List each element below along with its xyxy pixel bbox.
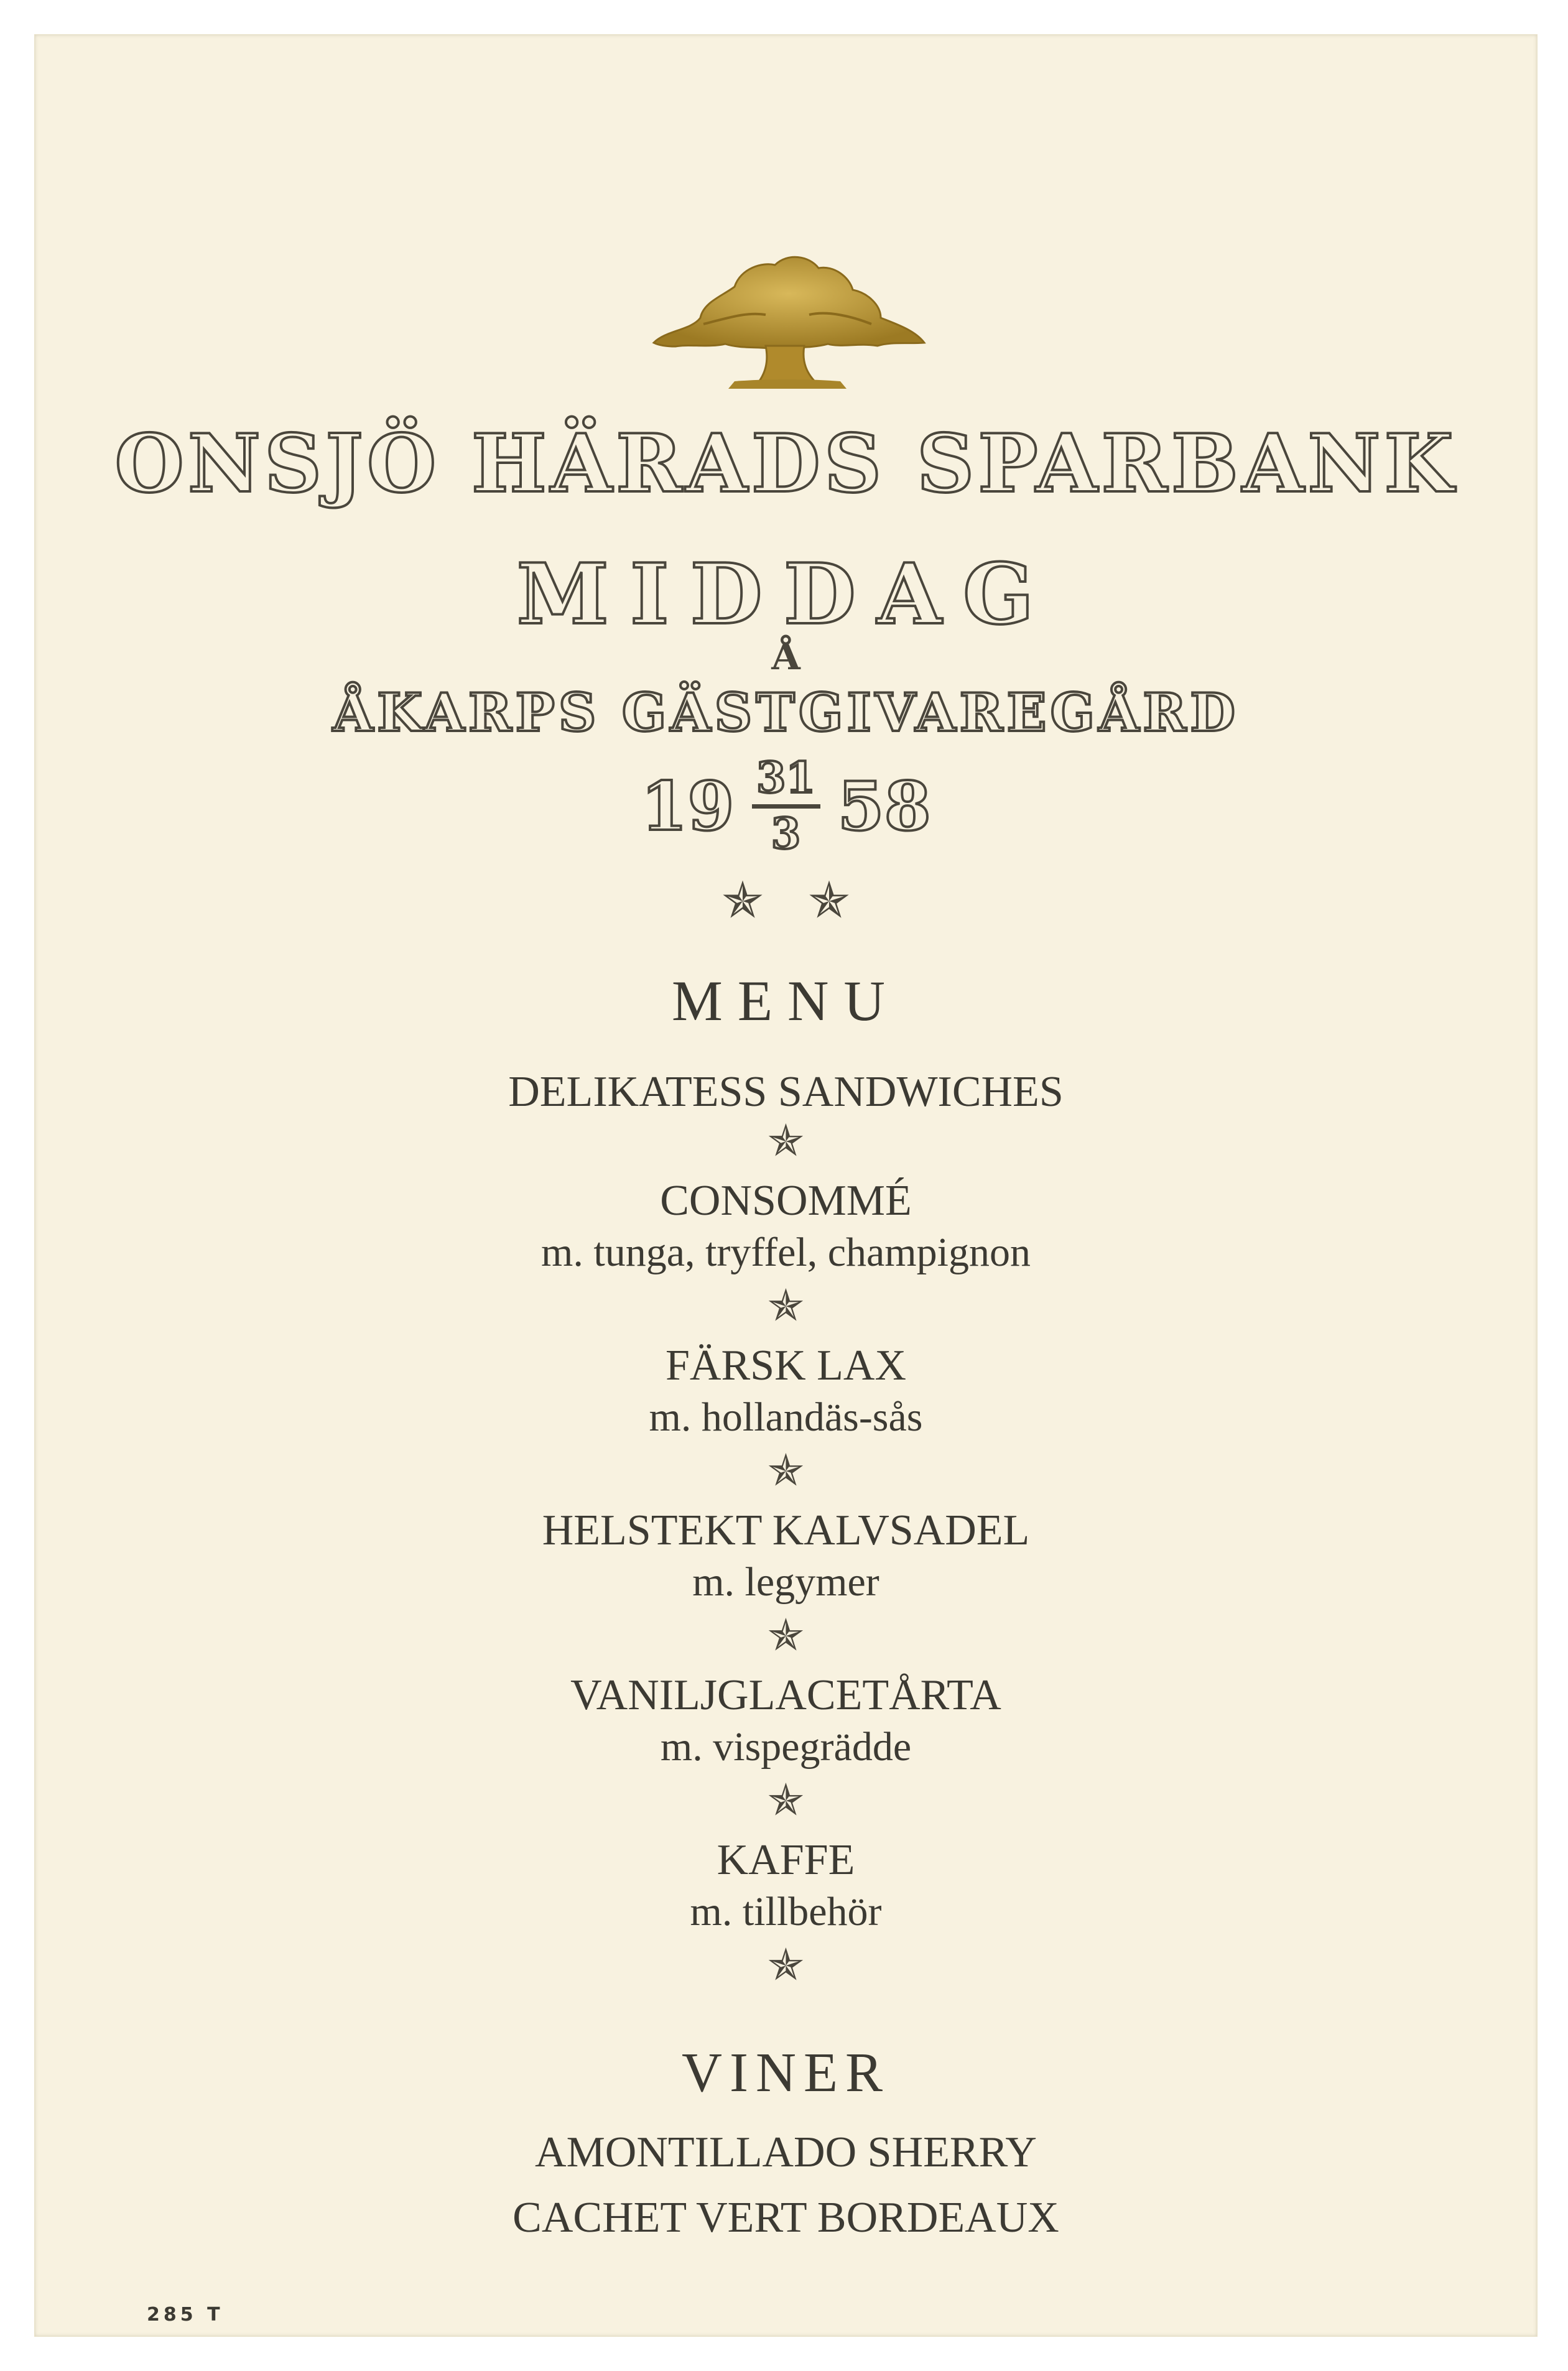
venue-name: ÅKARPS GÄSTGIVAREGÅRD	[332, 682, 1240, 743]
course-detail: m. tunga, tryffel, champignon	[541, 1230, 1031, 1275]
course-name: KAFFE	[717, 1836, 855, 1884]
wine-item: AMONTILLADO SHERRY	[535, 2128, 1037, 2176]
course-detail: m. hollandäs-sås	[649, 1394, 923, 1440]
star-icon: ✯	[808, 874, 850, 929]
bank-name: ONSJÖ HÄRADS SPARBANK	[114, 417, 1457, 511]
course-detail: m. legymer	[692, 1559, 879, 1605]
at-word: Å	[771, 635, 800, 679]
date-month: 3	[771, 809, 801, 860]
event-date	[35, 753, 1537, 860]
course-name: FÄRSK LAX	[665, 1342, 907, 1390]
course-detail: m. tillbehör	[690, 1889, 882, 1934]
date-day: 31	[756, 753, 815, 803]
star-separator-icon: ✯	[768, 1118, 804, 1166]
oak-tree-emblem-icon	[641, 237, 934, 399]
star-separator-icon: ✯	[768, 1777, 804, 1825]
date-century: 19	[641, 767, 735, 846]
star-separator-icon: ✯	[768, 1942, 804, 1990]
menu-card	[34, 34, 1538, 2337]
fraction-bar	[752, 804, 820, 809]
course-name: VANILJGLACETÅRTA	[570, 1671, 1001, 1719]
menu-heading: MENU	[672, 969, 900, 1032]
print-code: 285 T	[147, 2304, 224, 2326]
wines-heading: VINER	[682, 2042, 890, 2104]
course-name: DELIKATESS SANDWICHES	[508, 1068, 1064, 1116]
star-separator-icon: ✯	[768, 1283, 804, 1330]
date-fraction	[752, 753, 820, 860]
date-year: 58	[837, 767, 931, 846]
star-icon: ✯	[721, 874, 764, 929]
course-name: CONSOMMÉ	[660, 1177, 912, 1225]
course-name: HELSTEKT KALVSADEL	[542, 1506, 1030, 1554]
star-separator-icon: ✯	[768, 1447, 804, 1495]
star-separator-icon: ✯	[768, 1612, 804, 1660]
wine-item: CACHET VERT BORDEAUX	[513, 2194, 1059, 2242]
course-detail: m. vispegrädde	[660, 1724, 912, 1770]
event-title: MIDDAG	[516, 545, 1055, 643]
decorative-stars	[35, 871, 1537, 930]
